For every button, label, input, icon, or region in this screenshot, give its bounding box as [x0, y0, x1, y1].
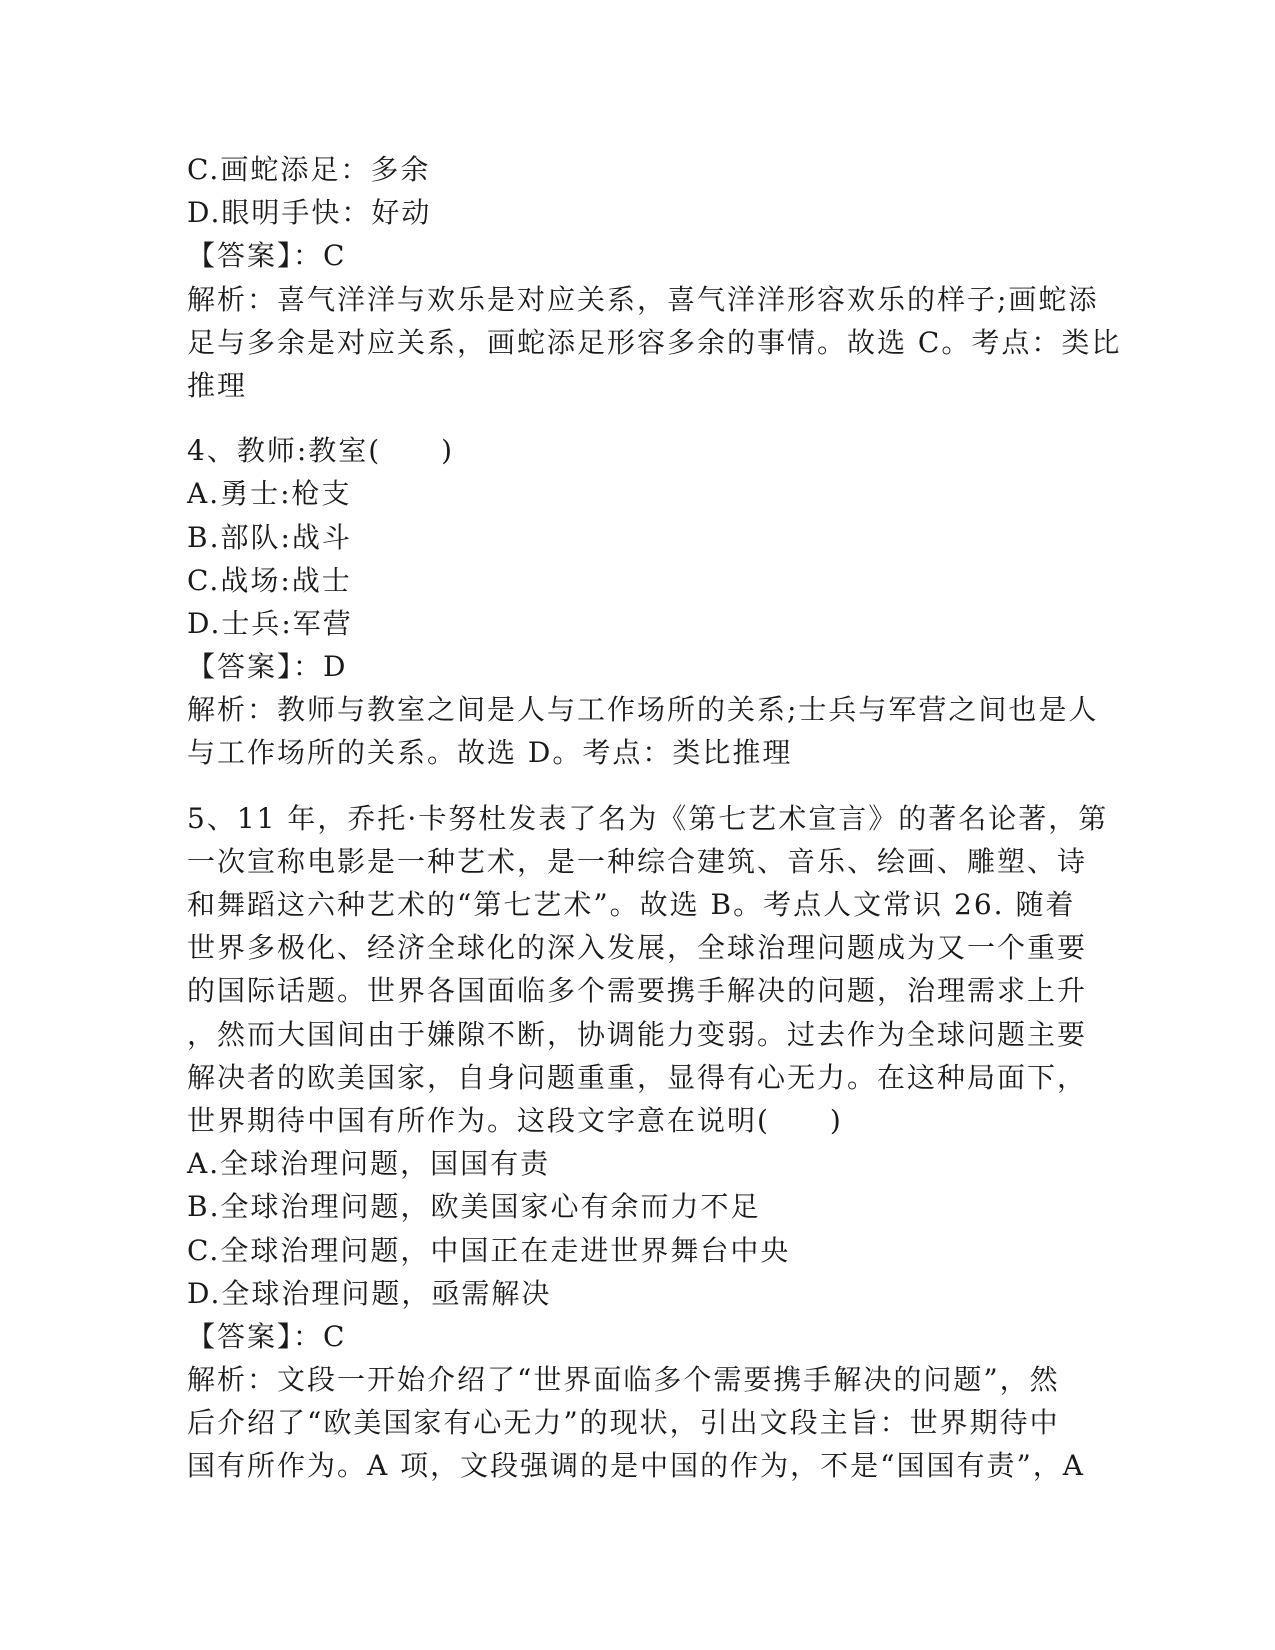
- q4-option-b: B.部队:战斗: [187, 520, 352, 554]
- q5-analysis-line: 解析：文段一开始介绍了“世界面临多个需要携手解决的问题”，然: [187, 1363, 1060, 1397]
- q4-stem: 4、教师:教室( ): [187, 434, 455, 468]
- q5-option-c: C.全球治理问题，中国正在走进世界舞台中央: [187, 1233, 791, 1267]
- q5-stem-line: 一次宣称电影是一种艺术，是一种综合建筑、音乐、绘画、雕塑、诗: [187, 844, 1088, 878]
- q4-option-d: D.士兵:军营: [187, 606, 353, 640]
- question-3-block: [187, 148, 1122, 407]
- q5-analysis-line: 后介绍了“欧美国家有心无力”的现状，引出文段主旨：世界期待中: [187, 1406, 1060, 1440]
- q5-option-a: A.全球治理问题，国国有责: [187, 1147, 551, 1181]
- q5-stem-line: 世界期待中国有所作为。这段文字意在说明( ): [187, 1103, 843, 1137]
- q5-stem-line: 的国际话题。世界各国面临多个需要携手解决的问题，治理需求上升: [187, 974, 1088, 1008]
- q4-analysis-line: 解析：教师与教室之间是人与工作场所的关系;士兵与军营之间也是人: [187, 693, 1099, 727]
- q4-analysis-line: 与工作场所的关系。故选 D。考点：类比推理: [187, 736, 793, 770]
- q4-option-a: A.勇士:枪支: [187, 477, 352, 511]
- question-4-block: [187, 429, 1099, 775]
- q3-answer: 【答案】：C: [187, 239, 347, 273]
- q3-option-c: C.画蛇添足：多余: [187, 153, 431, 186]
- q3-analysis-line: 推理: [187, 368, 248, 402]
- q3-option-d: D.眼明手快：好动: [187, 196, 432, 230]
- document-page: [187, 148, 1122, 1488]
- spacer: [187, 775, 1087, 797]
- q5-stem-line: 5、11 年，乔托·卡努杜发表了名为《第七艺术宣言》的著名论著，第: [187, 801, 1109, 835]
- question-5-block: [187, 797, 1109, 1488]
- q5-stem-line: 解决者的欧美国家，自身问题重重，显得有心无力。在这种局面下，: [187, 1060, 1088, 1094]
- q5-option-d: D.全球治理问题，亟需解决: [187, 1276, 552, 1310]
- q5-answer: 【答案】：C: [187, 1319, 347, 1353]
- q5-stem-line: 世界多极化、经济全球化的深入发展，全球治理问题成为又一个重要: [187, 931, 1088, 965]
- q3-analysis-line: 解析：喜气洋洋与欢乐是对应关系，喜气洋洋形容欢乐的样子;画蛇添: [187, 282, 1099, 316]
- q3-analysis-line: 足与多余是对应关系，画蛇添足形容多余的事情。故选 C。考点：类比: [187, 325, 1122, 359]
- spacer: [187, 407, 1087, 429]
- q5-analysis-line: 国有所作为。A 项，文段强调的是中国的作为，不是“国国有责”，A: [187, 1449, 1085, 1483]
- q5-stem-line: 和舞蹈这六种艺术的“第七艺术”。故选 B。考点人文常识 26. 随着: [187, 888, 1076, 921]
- q4-answer: 【答案】：D: [187, 650, 348, 684]
- q5-stem-line: ，然而大国间由于嫌隙不断，协调能力变弱。过去作为全球问题主要: [187, 1017, 1088, 1051]
- q4-option-c: C.战场:战士: [187, 563, 352, 597]
- q5-option-b: B.全球治理问题，欧美国家心有余而力不足: [187, 1190, 761, 1224]
